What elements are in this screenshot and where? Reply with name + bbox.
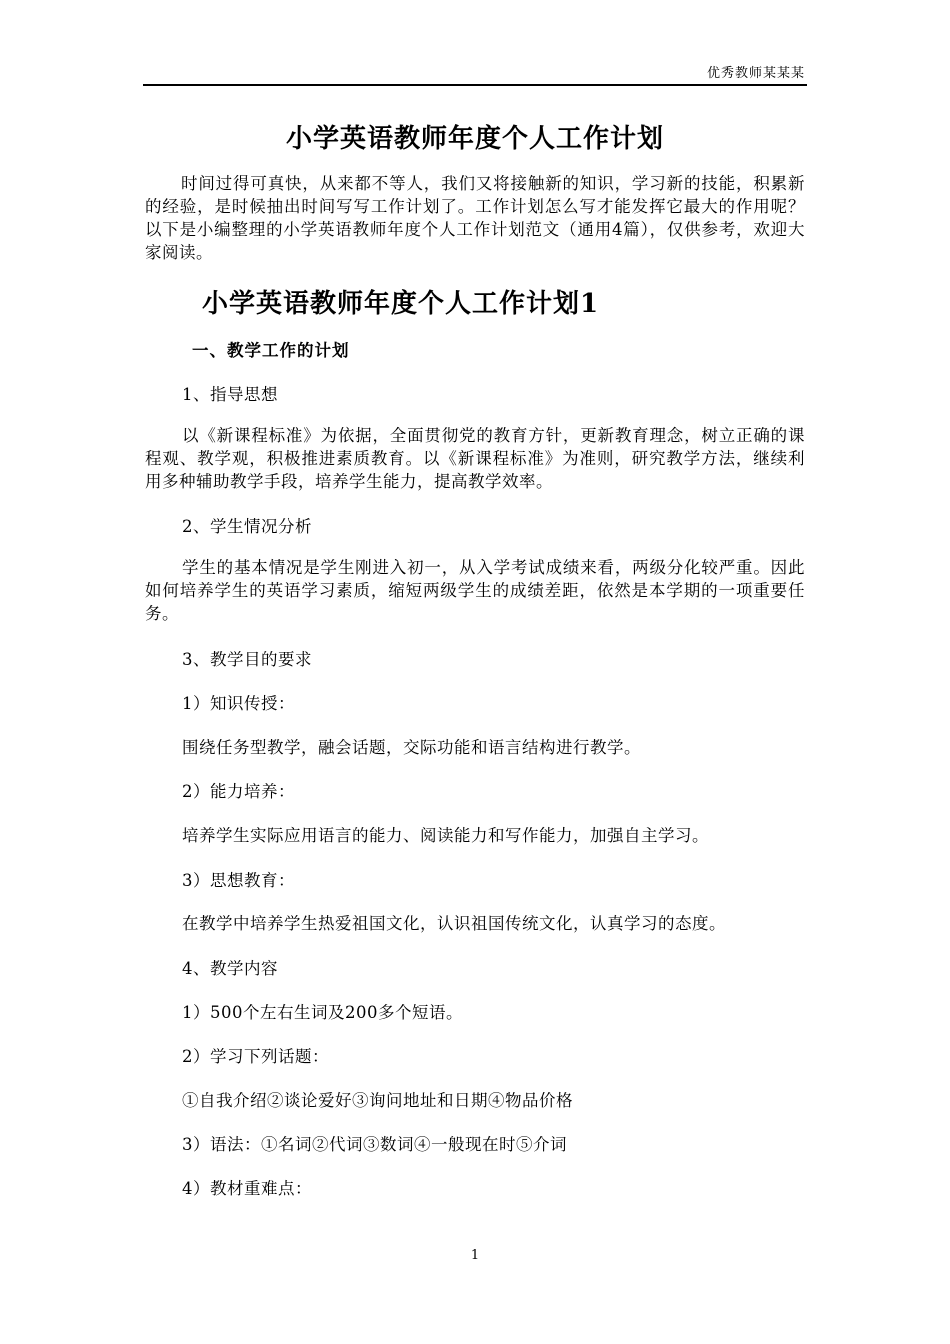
item3-sub3-heading: 3）思想教育： — [182, 871, 295, 890]
item3-sub2-text: 培养学生实际应用语言的能力、阅读能力和写作能力，加强自主学习。 — [182, 826, 709, 845]
item4-heading: 4、教学内容 — [182, 959, 278, 978]
header-divider — [143, 84, 807, 86]
item4-sub4: 4）教材重难点： — [182, 1179, 312, 1198]
item4-sub2-heading: 2）学习下列话题： — [182, 1047, 329, 1066]
item1-paragraph: 以《新课程标准》为依据，全面贯彻党的教育方针，更新教育理念，树立正确的课程观、教学观，积极推进素质教育。以《新课程标准》为准则，研究教学方法，继续利用多种辅助教学手段，培养学生能力，提高教学效率。 — [145, 426, 805, 491]
item2-heading: 2、学生情况分析 — [182, 517, 312, 536]
item1-heading: 1、指导思想 — [182, 385, 278, 404]
subsection-title: 一、教学工作的计划 — [192, 341, 350, 360]
item4-sub1: 1）500个左右生词及200多个短语。 — [182, 1003, 463, 1022]
section-title: 小学英语教师年度个人工作计划1 — [202, 289, 600, 319]
item3-sub2-heading: 2）能力培养： — [182, 782, 295, 801]
item3-sub1-heading: 1）知识传授： — [182, 694, 295, 713]
intro-paragraph: 时间过得可真快，从来都不等人，我们又将接触新的知识，学习新的技能，积累新的经验，是时候抽出时间写写工作计划了。工作计划怎么写才能发挥它最大的作用呢？以下是小编整理的小学英语教师年度个人工作计划范文（通用4篇），仅供参考，欢迎大家阅读。 — [145, 174, 805, 262]
header-author: 优秀教师某某某 — [706, 66, 805, 81]
item3-sub3-text: 在教学中培养学生热爱祖国文化，认识祖国传统文化，认真学习的态度。 — [182, 914, 726, 933]
item4-sub2-text: ①自我介绍②谈论爱好③询问地址和日期④物品价格 — [182, 1091, 573, 1110]
item3-sub1-text: 围绕任务型教学，融会话题，交际功能和语言结构进行教学。 — [182, 738, 641, 757]
item2-paragraph: 学生的基本情况是学生刚进入初一，从入学考试成绩来看，两级分化较严重。因此如何培养学生的英语学习素质，缩短两级学生的成绩差距，依然是本学期的一项重要任务。 — [145, 558, 805, 623]
item3-heading: 3、教学目的要求 — [182, 650, 312, 669]
document-title: 小学英语教师年度个人工作计划 — [285, 124, 664, 154]
page-number: 1 — [470, 1248, 480, 1263]
item4-sub3: 3）语法：①名词②代词③数词④一般现在时⑤介词 — [182, 1135, 567, 1154]
